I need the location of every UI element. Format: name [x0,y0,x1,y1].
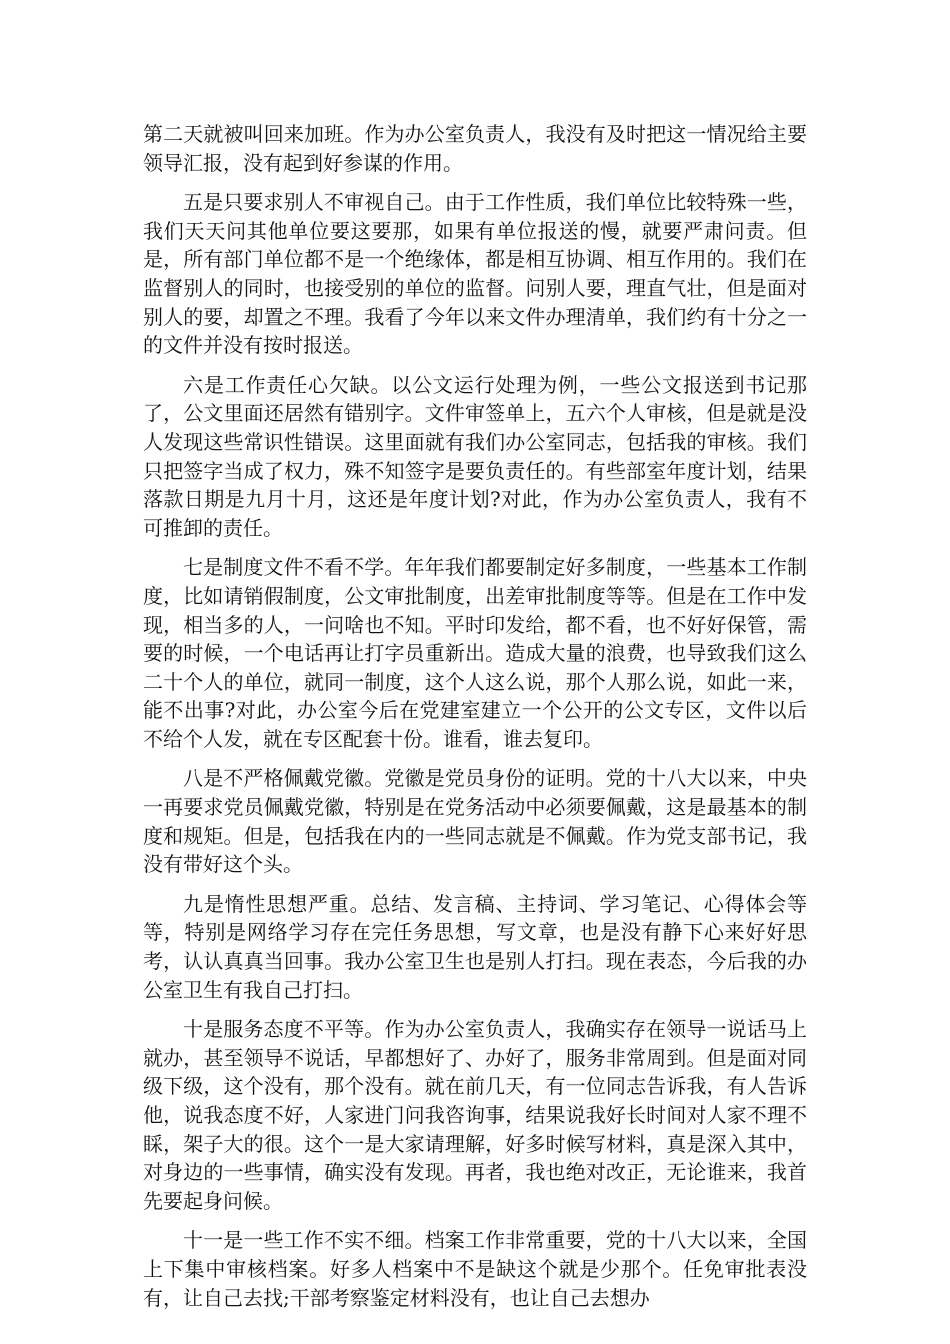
document-body [143,120,807,1323]
paragraph-point-eight: 八是不严格佩戴党徽。党徽是党员身份的证明。党的十八大以来，中央一再要求党员佩戴党徽，特别是在党务活动中必须要佩戴，这是最基本的制度和规矩。但是，包括我在内的一些同志就是不佩戴。作为党支部书记，我没有带好这个头。 [143,766,807,877]
paragraph-continuation: 第二天就被叫回来加班。作为办公室负责人，我没有及时把这一情况给主要领导汇报，没有起到好参谋的作用。 [143,122,807,175]
paragraph-point-five: 五是只要求别人不审视自己。由于工作性质，我们单位比较特殊一些，我们天天问其他单位要这要那，如果有单位报送的慢，就要严肃问责。但是，所有部门单位都不是一个绝缘体，都是相互协调、相互作用的。我们在监督别人的同时，也接受别的单位的监督。问别人要，理直气壮，但是面对别人的要，却置之不理。我看了今年以来文件办理清单，我们约有十分之一的文件并没有按时报送。 [143,190,807,358]
paragraph-point-seven: 七是制度文件不看不学。年年我们都要制定好多制度，一些基本工作制度，比如请销假制度，公文审批制度，出差审批制度等等。但是在工作中发现，相当多的人，一问啥也不知。平时印发给，都不看，也不好好保管，需要的时候，一个电话再让打字员重新出。造成大量的浪费，也导致我们这么二十个人的单位，就同一制度，这个人这么说，那个人那么说，如此一来，能不出事?对此，办公室今后在党建室建立一个公开的公文专区，文件以后不给个人发，就在专区配套十份。谁看，谁去复印。 [143,555,807,751]
paragraph-point-eleven: 十一是一些工作不实不细。档案工作非常重要，党的十八大以来，全国上下集中审核档案。好多人档案中不是缺这个就是少那个。任免审批表没有，让自己去找;干部考察鉴定材料没有，也让自己去想办 [143,1228,807,1310]
paragraph-point-six: 六是工作责任心欠缺。以公文运行处理为例，一些公文报送到书记那了，公文里面还居然有错别字。文件审签单上，五六个人审核，但是就是没人发现这些常识性错误。这里面就有我们办公室同志，包括我的审核。我们只把签字当成了权力，殊不知签字是要负责任的。有些部室年度计划，结果落款日期是九月十月，这还是年度计划?对此，作为办公室负责人，我有不可推卸的责任。 [143,372,807,540]
paragraph-point-ten: 十是服务态度不平等。作为办公室负责人，我确实存在领导一说话马上就办，甚至领导不说话，早都想好了、办好了，服务非常周到。但是面对同级下级，这个没有，那个没有。就在前几天，有一位同志告诉我，有人告诉他，说我态度不好，人家进门问我咨询事，结果说我好长时间对人家不理不睬，架子大的很。这个一是大家请理解，好多时候写材料，真是深入其中，对身边的一些事情，确实没有发现。再者，我也绝对改正，无论谁来，我首先要起身问候。 [143,1017,807,1213]
paragraph-point-nine: 九是惰性思想严重。总结、发言稿、主持词、学习笔记、心得体会等等，特别是网络学习存在完任务思想，写文章，也是没有静下心来好好思考，认认真真当回事。我办公室卫生也是别人打扫。现在表态，今后我的办公室卫生有我自己打扫。 [143,891,807,1002]
